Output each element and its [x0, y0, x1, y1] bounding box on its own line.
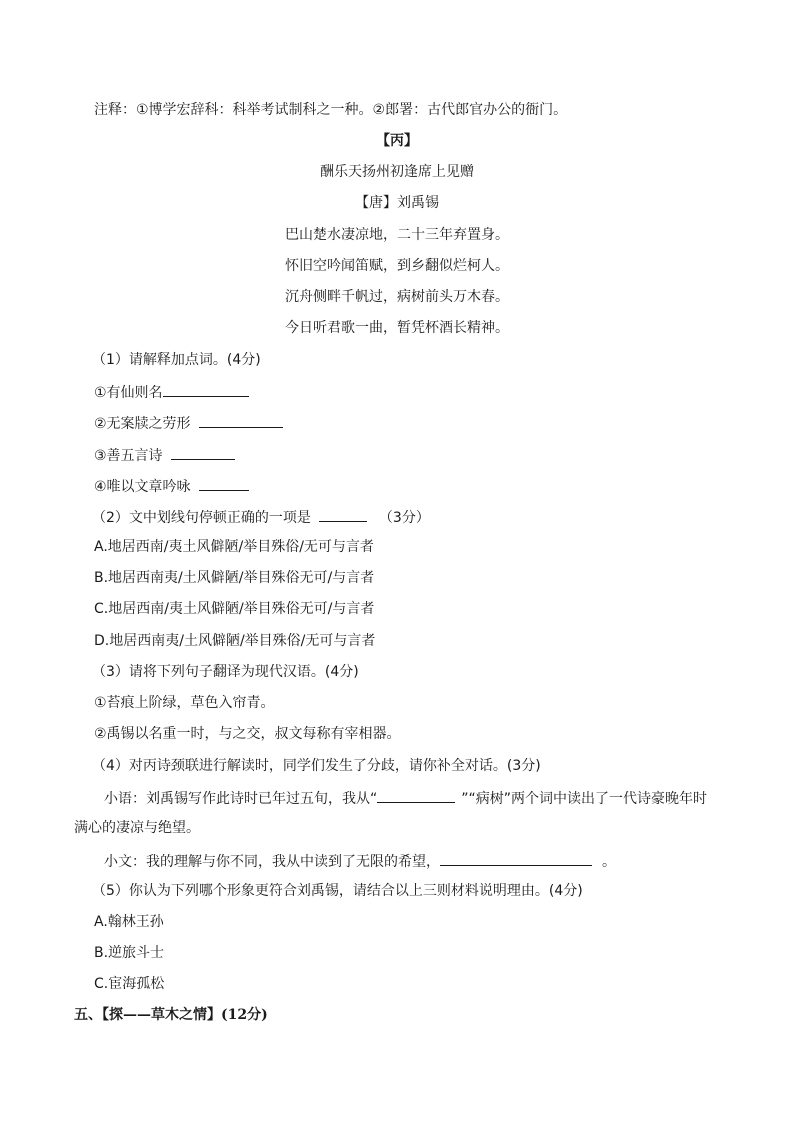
question-5-option-b: B.逆旅斗士	[94, 945, 165, 961]
section-5-heading: 五、【探——草木之情】(12分)	[74, 1007, 268, 1023]
question-5-stem: （5）你认为下列哪个形象更符合刘禹锡，请结合以上三则材料说明理由。(4分)	[92, 883, 583, 899]
poem-author: 【唐】刘禹锡	[355, 195, 439, 211]
dialogue-xiaowen	[104, 850, 616, 872]
dialogue-xiaowen-end: 。	[602, 854, 616, 870]
dialogue-xiaoyu-text: 小语：刘禹锡写作此诗时已年过五旬，我从“	[104, 791, 378, 807]
question-1-item	[94, 475, 249, 497]
question-2-stem	[92, 506, 430, 528]
poem-line: 沉舟侧畔千帆过，病树前头万木春。	[285, 289, 509, 305]
question-2-option-d: D.地居西南夷/土风僻陋/举目殊俗/无可与言者	[94, 633, 376, 649]
question-1-item-text: ②无案牍之劳形	[94, 416, 191, 432]
answer-blank[interactable]	[163, 381, 249, 397]
question-4-stem: （4）对丙诗颈联进行解读时，同学们发生了分歧，请你补全对话。(3分)	[92, 758, 541, 774]
poem-line: 怀旧空吟闻笛赋，到乡翻似烂柯人。	[285, 258, 509, 274]
answer-blank[interactable]	[319, 506, 367, 522]
poem-line: 巴山楚水凄凉地，二十三年弃置身。	[285, 227, 509, 243]
answer-blank[interactable]	[377, 787, 455, 803]
question-3-item: ①苔痕上阶绿，草色入帘青。	[94, 695, 275, 711]
question-1-item-text: ③善五言诗	[94, 448, 163, 464]
answer-blank[interactable]	[199, 475, 249, 491]
answer-blank[interactable]	[199, 412, 283, 428]
question-5-option-a: A.翰林王孙	[94, 914, 164, 930]
question-3-stem: （3）请将下列句子翻译为现代汉语。(4分)	[92, 664, 359, 680]
poem-line: 今日听君歌一曲，暂凭杯酒长精神。	[285, 320, 509, 336]
question-1-item-text: ①有仙则名	[94, 385, 163, 401]
poem-marker: 【丙】	[376, 133, 418, 149]
question-5-option-c: C.宦海孤松	[94, 976, 165, 992]
poem-title: 酬乐天扬州初逢席上见赠	[320, 164, 474, 180]
question-1-item-text: ④唯以文章吟咏	[94, 479, 191, 495]
answer-blank[interactable]	[171, 444, 235, 460]
question-2-score: （3分）	[378, 510, 430, 526]
question-1-stem: （1）请解释加点词。(4分)	[92, 352, 261, 368]
question-2-stem-text: （2）文中划线句停顿正确的一项是	[92, 510, 311, 526]
question-2-option-b: B.地居西南夷/土风僻陋/举目殊俗无可/与言者	[94, 570, 375, 586]
question-2-option-c: C.地居西南/夷土风僻陋/举目殊俗无可/与言者	[94, 601, 375, 617]
dialogue-xiaoyu	[104, 787, 707, 809]
dialogue-xiaoyu-text-cont: ”“病树”两个词中读出了一代诗豪晚年时	[461, 791, 708, 807]
annotation-note: 注释：①博学宏辞科：科举考试制科之一种。②郎署：古代郎官办公的衙门。	[94, 102, 568, 118]
question-3-item: ②禹锡以名重一时，与之交，叔文每称有宰相器。	[94, 726, 401, 742]
answer-blank[interactable]	[440, 850, 592, 866]
question-1-item	[94, 412, 283, 434]
dialogue-xiaoyu-continued: 满心的凄凉与绝望。	[74, 820, 200, 836]
question-1-item	[94, 381, 249, 403]
question-1-item	[94, 444, 235, 466]
dialogue-xiaowen-text: 小文：我的理解与你不同，我从中读到了无限的希望，	[104, 854, 440, 870]
question-2-option-a: A.地居西南/夷土风僻陋/举目殊俗/无可与言者	[94, 539, 374, 555]
